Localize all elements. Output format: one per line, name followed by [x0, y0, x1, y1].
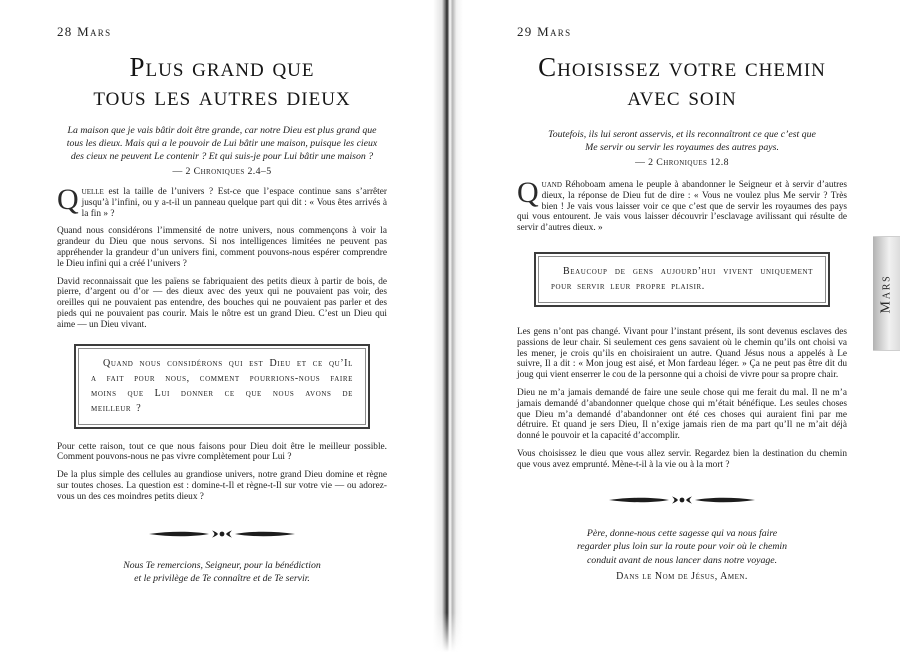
pull-quote-box [534, 252, 830, 307]
devotional-title [517, 53, 847, 111]
body-paragraph: David reconnaissait que les païens se fabriquaient des petits dieux à partir de bois, de pierre, d’argent ou d’or — des dieux avec des yeux qui ne pouvaient pas voir, des oreilles qui ne pouvaient pas entendre, des bouches qui ne pouvaient pas parler et des pieds qui ne pouvaient pas courir. Mais le nôtre est un grand Dieu. C’est un Dieu qui aime — un Dieu vivant. [57, 276, 387, 330]
body-paragraph: Pour cette raison, tout ce que nous faisons pour Dieu doit être le meilleur possible. Comment pouvons-nous ne pas vivre complètement pour Lui ? [57, 441, 387, 463]
body-paragraph [57, 183, 387, 219]
page-date-header: 28 Mars [57, 24, 112, 39]
scripture-reference: — 2 Chroniques 12.8 [635, 157, 729, 168]
lead-word: uelle [81, 187, 104, 197]
prayer-line: et le privilège de Te connaître et de Te servir. [134, 573, 310, 585]
prayer-line: Nous Te remercions, Seigneur, pour la bénédiction [123, 559, 321, 571]
scripture-epigraph: La maison que je vais bâtir doit être grande, car notre Dieu est plus grand que tous les dieux. Mais qui a le pouvoir de Lui bâtir une maison, puisque les cieux des cieux ne peuvent Le contenir ? Et qui suis-je pour Lui bâtir une maison ? [66, 125, 378, 162]
pull-quote-text: Beaucoup de gens aujourd’hui vivent uniquement pour servir leur propre plaisir. [538, 256, 826, 303]
pull-quote-text: Quand nous considérons qui est Dieu et ce qu’Il a fait pour nous, comment pourrions-nous faire moins que Lui donner ce que nous avons de meilleur ? [78, 348, 366, 425]
scripture-epigraph: Toutefois, ils lui seront asservis, et ils reconnaîtront ce que c’est que Me servir ou servir les royaumes des autres pays. [548, 129, 816, 153]
closing-prayer [517, 527, 847, 568]
divider-ornament-icon [607, 493, 757, 507]
closing-prayer [57, 559, 387, 586]
paragraph-text: Réhoboam amena le peuple à abandonner le Seigneur et à servir d’autres dieux, la réponse de Dieu fut de dire : « Vous ne voulez plus Me servir ? Très bien ! Je vais vous laisser voir ce que c’est que de servir les royaumes des pays qui vous entourent. Je vais vous laisser découvrir l’esclavage avilissant qui résulte de servir d’autres dieux. » [517, 180, 847, 234]
prayer-line: Père, donne-nous cette sagesse qui va nous faire [586, 527, 778, 539]
month-thumb-tab [873, 236, 900, 351]
drop-cap: Q [57, 183, 79, 216]
body-paragraph: Les gens n’ont pas changé. Vivant pour l’instant présent, ils sont devenus esclaves des passions de leur chair. Si seulement ces gens savaient où le chemin qu’ils ont choisi va les mener, je crois qu’ils en choisiraient un autre. Quand Jésus nous a appelés à Le suivre, Il a dit : « Mon joug est aisé, et Mon fardeau léger. » Ça ne peut pas être dit du joug qui vient enserrer le cou de la personne qui a choisi de vivre pour sa propre chair. [517, 326, 847, 381]
body-paragraph: Vous choisissez le dieu que vous allez servir. Regardez bien la destination du chemin que vous avez emprunté. Mène-t-il à la vie ou à la mort ? [517, 448, 847, 470]
body-paragraph: Quand nous considérons l’immensité de notre univers, nous commençons à voir la grandeur du Dieu que nous servons. Si nos intelligences limitées ne peuvent pas appréhender la grandeur d’un univers fini, comment pouvons-nous espérer comprendre le Dieu infini qui a créé l’univers ? [57, 226, 387, 269]
devotional-title [57, 53, 387, 111]
title-line: avec soin [627, 81, 737, 111]
right-page [517, 24, 847, 582]
paragraph-text: est la taille de l’univers ? Est-ce que l’espace continue sans s’arrêter jusqu’à l’infini, ou y a-t-il un panneau quelque part qui dit : « Vous êtes arrivés à la fin » ? [81, 187, 387, 219]
body-paragraph: De la plus simple des cellules au grandiose univers, notre grand Dieu domine et règne sur toutes choses. La question est : domine-t-Il et règne-t-Il sur votre vie — ou adorez-vous un des ces moindres petits dieux ? [57, 470, 387, 502]
body-paragraph [517, 176, 847, 234]
prayer-line: regarder plus loin sur la route pour voir où le chemin [576, 541, 788, 553]
divider-ornament-icon [147, 527, 297, 541]
amen-line: Dans le Nom de Jésus, Amen. [616, 571, 748, 583]
prayer-line: conduit avant de nous lancer dans notre voyage. [586, 554, 778, 566]
book-gutter-shadow [433, 0, 463, 652]
title-line: tous les autres dieux [93, 81, 351, 111]
body-paragraph: Dieu ne m’a jamais demandé de faire une seule chose qui me ferait du mal. Il ne m’a jamais demandé d’abandonner quelque chose qui m’était bénéfique. Les seules choses que Dieu m’a demandé d’abandonner ont été ces choses qui auraient fini par me détruire. Et quand je sers Dieu, Il n’exige jamais rien de ma part qu’Il ne m’ait déjà donné le pouvoir et la capacité d’accomplir. [517, 387, 847, 442]
pull-quote-box [74, 344, 370, 429]
page-date-header: 29 Mars [517, 24, 572, 39]
left-page [57, 24, 387, 586]
drop-cap: Q [517, 176, 539, 209]
title-line: Choisissez votre chemin [538, 52, 826, 82]
scripture-reference: — 2 Chroniques 2.4–5 [172, 166, 272, 177]
title-line: Plus grand que [129, 52, 315, 82]
lead-word: uand [541, 180, 562, 190]
month-thumb-tab-label: Mars [878, 273, 894, 314]
